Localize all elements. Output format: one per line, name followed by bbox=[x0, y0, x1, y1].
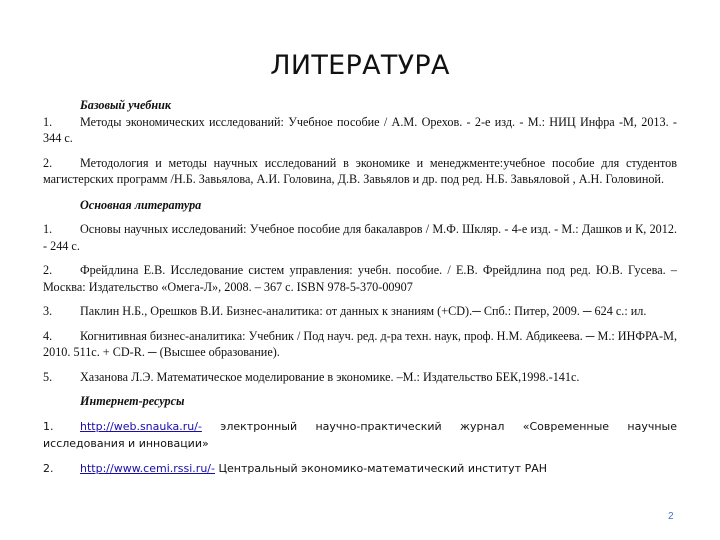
section-heading-internet: Интернет-ресурсы bbox=[80, 394, 185, 408]
list-item: 1. http://web.snauka.ru/- электронный научно-практический журнал «Современные научные исследования и инновации» bbox=[43, 419, 677, 450]
references-list bbox=[43, 97, 677, 477]
web-snauka-link[interactable]: http://web.snauka.ru/- bbox=[80, 419, 202, 433]
list-item: 4. Когнитивная бизнес-аналитика: Учебник / Под науч. ред. д-ра техн. наук, проф. Н.М. Абдикеева. ─ М.: ИНФРА-М, 2010. 511с. + CD-R. ─ (Высшее образование). bbox=[43, 328, 677, 359]
list-item: 1. Основы научных исследований: Учебное пособие для бакалавров / М.Ф. Шкляр. - 4-е изд. - М.: Дашков и К, 2012. - 244 с. bbox=[43, 222, 677, 253]
list-item: 5. Хазанова Л.Э. Математическое моделирование в экономике. –М.: Издательство БЕК,1998.-141с. bbox=[43, 369, 580, 384]
list-item: 1. Методы экономических исследований: Учебное пособие / А.М. Орехов. - 2-е изд. - М.: НИЦ Инфра -М, 2013. - 344 с. bbox=[43, 114, 677, 145]
section-heading-basic: Базовый учебник bbox=[80, 98, 172, 112]
page-title: ЛИТЕРАТУРА bbox=[270, 50, 450, 81]
list-item: 2. http://www.cemi.rssi.ru/- Центральный экономико-математический институт РАН bbox=[43, 461, 548, 475]
list-item: 3. Паклин Н.Б., Орешков В.И. Бизнес-аналитика: от данных к знаниям (+CD).─ Спб.: Питер, 2009. ─ 624 с.: ил. bbox=[43, 304, 647, 318]
list-item: 2. Методология и методы научных исследований в экономике и менеджменте:учебное пособие для студентов магистерских программ /Н.Б. Завьялова, А.И. Головина, Д.В. Завьялов и др. под ред. Н.Б. Завьяловой , А.Н. Головиной. bbox=[43, 155, 677, 186]
cemi-link[interactable]: http://www.cemi.rssi.ru/- bbox=[80, 461, 215, 475]
list-item: 2. Фрейдлина Е.В. Исследование систем управления: учебн. пособие. / Е.В. Фрейдлина под ред. Ю.В. Гусева. –Москва: Издательство «Омега-Л», 2008. – 367 с. ISBN 978-5-370-00907 bbox=[43, 263, 677, 294]
page-number: 2 bbox=[668, 511, 674, 522]
section-heading-main: Основная литература bbox=[80, 197, 202, 212]
